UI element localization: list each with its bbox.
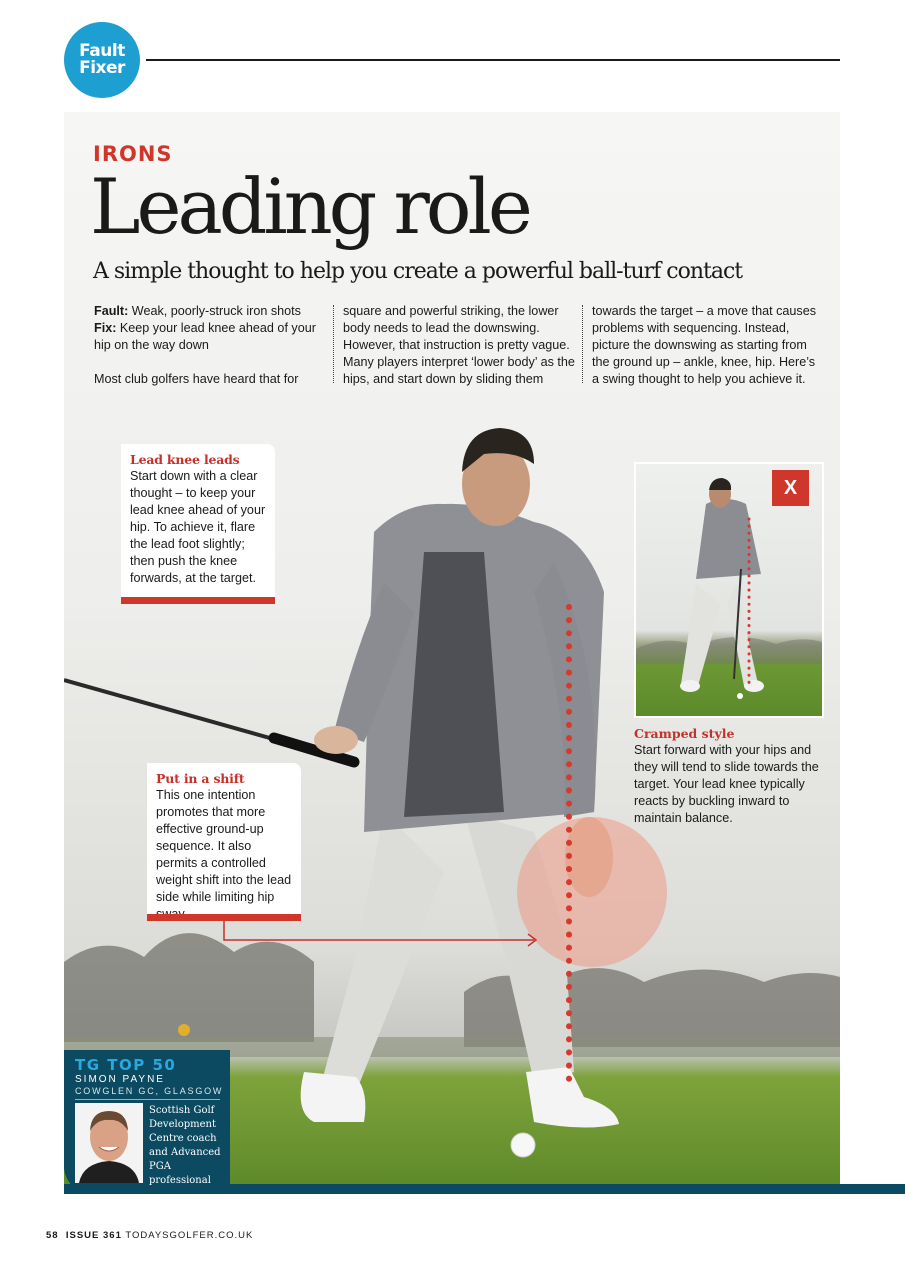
body-text-2: square and powerful striking, the lower body needs to lead the downswing. However, that instruction is pretty vague. Many players interpret ‘lower body’ as the hips, and start down by sliding them [343, 304, 575, 386]
callout-shift-text: This one intention promotes that more effective ground-up sequence. It also permits a controlled weight shift into the lead side while limiting hip [156, 788, 292, 904]
callout-lead-knee-bar [121, 597, 275, 604]
expert-club: COWGLEN GC, GLASGOW [75, 1086, 224, 1096]
body-text-1: Most club golfers have heard that for [94, 372, 299, 386]
callout-shift [147, 763, 301, 921]
page-number: 58 [46, 1230, 59, 1241]
fault-text: Weak, poorly-struck iron shots [131, 304, 301, 318]
issue-number: ISSUE 361 [65, 1230, 122, 1241]
fix-line [94, 320, 322, 354]
fix-text: Keep your lead knee ahead of your hip on the way down [94, 321, 316, 352]
portrait-illustration [75, 1103, 143, 1183]
wrong-way-badge: X [772, 470, 809, 506]
website: TODAYSGOLFER.CO.UK [125, 1230, 254, 1241]
callout-cramped [634, 725, 824, 827]
body-text-3: towards the target – a move that causes problems with sequencing. Instead, picture the downswing as starting from the ground up – ankle, knee, hip. Here’s a swing thought to help you achieve it. [592, 304, 817, 386]
callout-lead-knee-title: Lead knee leads [130, 452, 240, 467]
fault-label: Fault: [94, 304, 129, 318]
body-column-2 [343, 303, 575, 388]
callout-shift-title: Put in a shift [156, 771, 245, 786]
callout-lead-knee [121, 444, 275, 604]
badge-line-1: Fault [79, 41, 125, 61]
expert-name: SIMON PAYNE [75, 1074, 165, 1085]
body-column-1 [94, 303, 322, 388]
standfirst: A simple thought to help you create a powerful ball-turf contact [93, 259, 743, 284]
body-column-3 [592, 303, 824, 388]
fix-label: Fix: [94, 321, 117, 335]
fault-fixer-badge [64, 22, 140, 98]
callout-cramped-text: Start forward with your hips and they will tend to slide towards the target. Your lead knee typically reacts by buckling inward to maintain balance. [634, 743, 819, 825]
expert-tag: TG TOP 50 [75, 1056, 177, 1074]
callout-cramped-title: Cramped style [634, 726, 735, 741]
column-divider-2 [582, 305, 583, 383]
folio [46, 1230, 253, 1241]
callout-shift-bar [147, 914, 301, 921]
expert-box [64, 1050, 230, 1194]
headline: Leading role [90, 162, 529, 251]
callout-lead-knee-text: Start down with a clear thought – to keep your lead knee ahead of your hip. To achieve it, flare the lead foot slightly; then push the knee forwards, at the target. [130, 469, 266, 585]
expert-portrait [75, 1103, 143, 1183]
fault-line [94, 303, 322, 320]
expert-bio: Scottish Golf Development Centre coach and Advanced PGA professional [149, 1105, 221, 1186]
section-kicker: IRONS [93, 142, 173, 166]
expert-rule [75, 1099, 220, 1100]
column-divider-1 [333, 305, 334, 383]
top-rule [146, 59, 840, 61]
badge-line-2: Fixer [79, 58, 125, 78]
